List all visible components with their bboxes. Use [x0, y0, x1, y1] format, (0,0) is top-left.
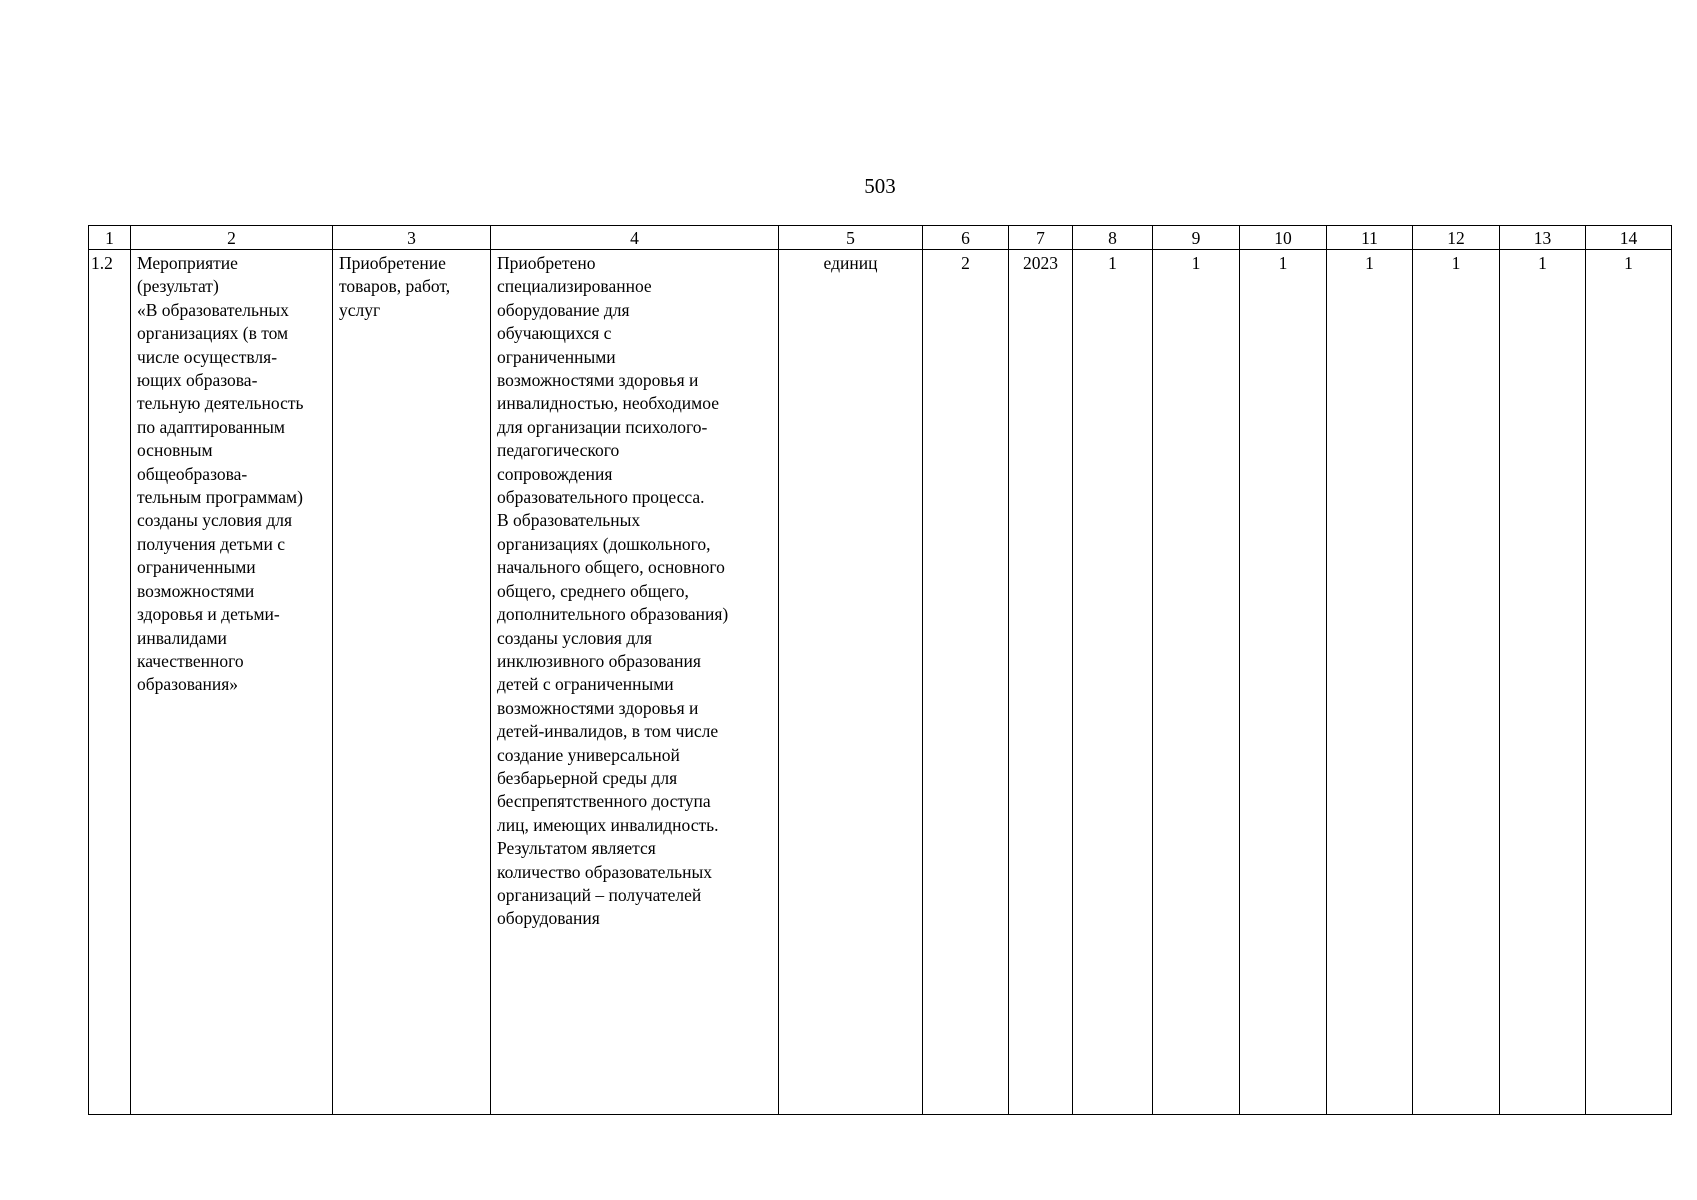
base-year: 2023 [1009, 250, 1073, 1115]
column-number: 14 [1586, 226, 1672, 250]
program-table [88, 225, 1672, 1115]
year-value: 1 [1500, 250, 1586, 1115]
row-number: 1.2 [89, 250, 131, 1115]
column-number: 12 [1413, 226, 1500, 250]
column-number: 7 [1009, 226, 1073, 250]
column-number: 6 [923, 226, 1009, 250]
year-value: 1 [1586, 250, 1672, 1115]
year-value: 1 [1240, 250, 1327, 1115]
year-value: 1 [1413, 250, 1500, 1115]
table-row [89, 250, 1672, 1115]
unit-of-measure: единиц [779, 250, 923, 1115]
year-value: 1 [1327, 250, 1413, 1115]
year-value: 1 [1153, 250, 1240, 1115]
base-value: 2 [923, 250, 1009, 1115]
column-number: 9 [1153, 226, 1240, 250]
page-number: 503 [864, 174, 896, 198]
event-type: Приобретение товаров, работ, услуг [333, 250, 491, 1115]
column-number: 1 [89, 226, 131, 250]
result-description: Приобретено специализированное оборудование для обучающихся с ограниченными возможностями здоровья и инвалидностью, необходимое для организации психолого- педагогического сопровождения образовательного процесса. В образовательных организациях (дошкольного, начального общего, основного общего, среднего общего, дополнительного образования) созданы условия для инклюзивного образования детей с ограниченными возможностями здоровья и детей-инвалидов, в том числе создание универсальной безбарьерной среды для беспрепятственного доступа лиц, имеющих инвалидность. Результатом является количество образовательных организаций – получателей оборудования [491, 250, 779, 1115]
column-number: 4 [491, 226, 779, 250]
column-number: 8 [1073, 226, 1153, 250]
year-value: 1 [1073, 250, 1153, 1115]
column-number: 11 [1327, 226, 1413, 250]
column-number-row [89, 226, 1672, 250]
column-number: 2 [131, 226, 333, 250]
column-number: 13 [1500, 226, 1586, 250]
column-number: 3 [333, 226, 491, 250]
column-number: 10 [1240, 226, 1327, 250]
event-name: Мероприятие (результат) «В образовательных организациях (в том числе осуществля- ющих образова- тельную деятельность по адаптированным основным общеобразова- тельным программам) созданы условия для получения детьми с ограниченными возможностями здоровья и детьми- инвалидами качественного образования» [131, 250, 333, 1115]
column-number: 5 [779, 226, 923, 250]
